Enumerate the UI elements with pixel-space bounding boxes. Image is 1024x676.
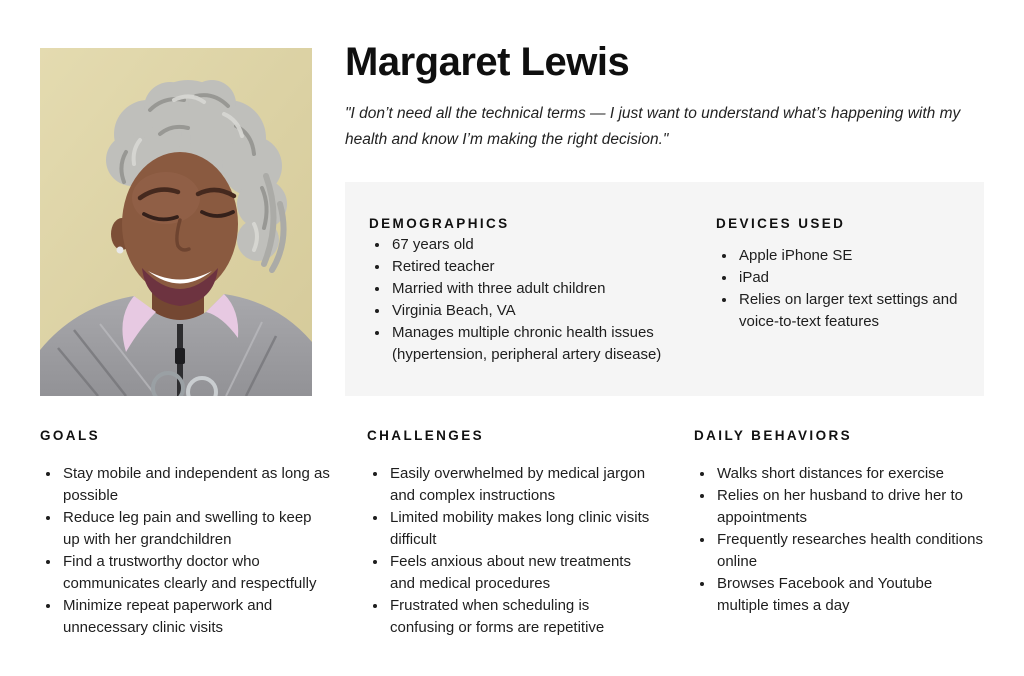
demographics-list	[369, 234, 716, 366]
daily-behaviors-section	[694, 428, 984, 639]
info-panel	[345, 182, 984, 396]
list-item: • Frustrated when scheduling is confusing or forms are repetitive	[388, 595, 657, 639]
daily-behaviors-title: DAILY BEHAVIORS	[694, 428, 853, 443]
devices-section	[716, 216, 960, 366]
list-item: • Married with three adult children	[390, 278, 716, 300]
persona-photo	[40, 48, 312, 396]
devices-title: DEVICES USED	[716, 216, 846, 231]
list-item: • iPad	[737, 267, 960, 289]
list-item: • Manages multiple chronic health issues (hypertension, peripheral artery disease)	[390, 322, 716, 366]
challenges-list	[367, 463, 657, 639]
list-item: • Walks short distances for exercise	[715, 463, 984, 485]
challenges-title: CHALLENGES	[367, 428, 485, 443]
list-item: • Virginia Beach, VA	[390, 300, 716, 322]
goals-list	[40, 463, 330, 639]
list-item: • Easily overwhelmed by medical jargon and complex instructions	[388, 463, 657, 507]
list-item: • Relies on her husband to drive her to appointments	[715, 485, 984, 529]
demographics-title: DEMOGRAPHICS	[369, 216, 510, 231]
goals-title: GOALS	[40, 428, 101, 443]
list-item: • Frequently researches health conditions online	[715, 529, 984, 573]
list-item: • Relies on larger text settings and voice-to-text features	[737, 289, 960, 333]
list-item: • Browses Facebook and Youtube multiple times a day	[715, 573, 984, 617]
persona-quote: "I don’t need all the technical terms — I just want to understand what’s happening with my health and know I’m making the right decision."	[345, 105, 961, 148]
list-item: • Retired teacher	[390, 256, 716, 278]
list-item: • Feels anxious about new treatments and medical procedures	[388, 551, 657, 595]
demographics-section	[369, 216, 716, 366]
list-item: • Stay mobile and independent as long as possible	[61, 463, 330, 507]
list-item: • Find a trustworthy doctor who communicates clearly and respectfully	[61, 551, 330, 595]
list-item: • 67 years old	[390, 234, 716, 256]
list-item: • Apple iPhone SE	[737, 245, 960, 267]
persona-name: Margaret Lewis	[345, 40, 630, 84]
list-item: • Reduce leg pain and swelling to keep up with her grandchildren	[61, 507, 330, 551]
challenges-section	[367, 428, 657, 639]
persona-info	[345, 40, 984, 396]
goals-section	[40, 428, 330, 639]
devices-list	[716, 245, 960, 333]
list-item: • Minimize repeat paperwork and unnecessary clinic visits	[61, 595, 330, 639]
list-item: • Limited mobility makes long clinic visits difficult	[388, 507, 657, 551]
daily-behaviors-list	[694, 463, 984, 617]
persona-photo-illustration	[40, 48, 312, 396]
bottom-section	[0, 396, 1024, 639]
